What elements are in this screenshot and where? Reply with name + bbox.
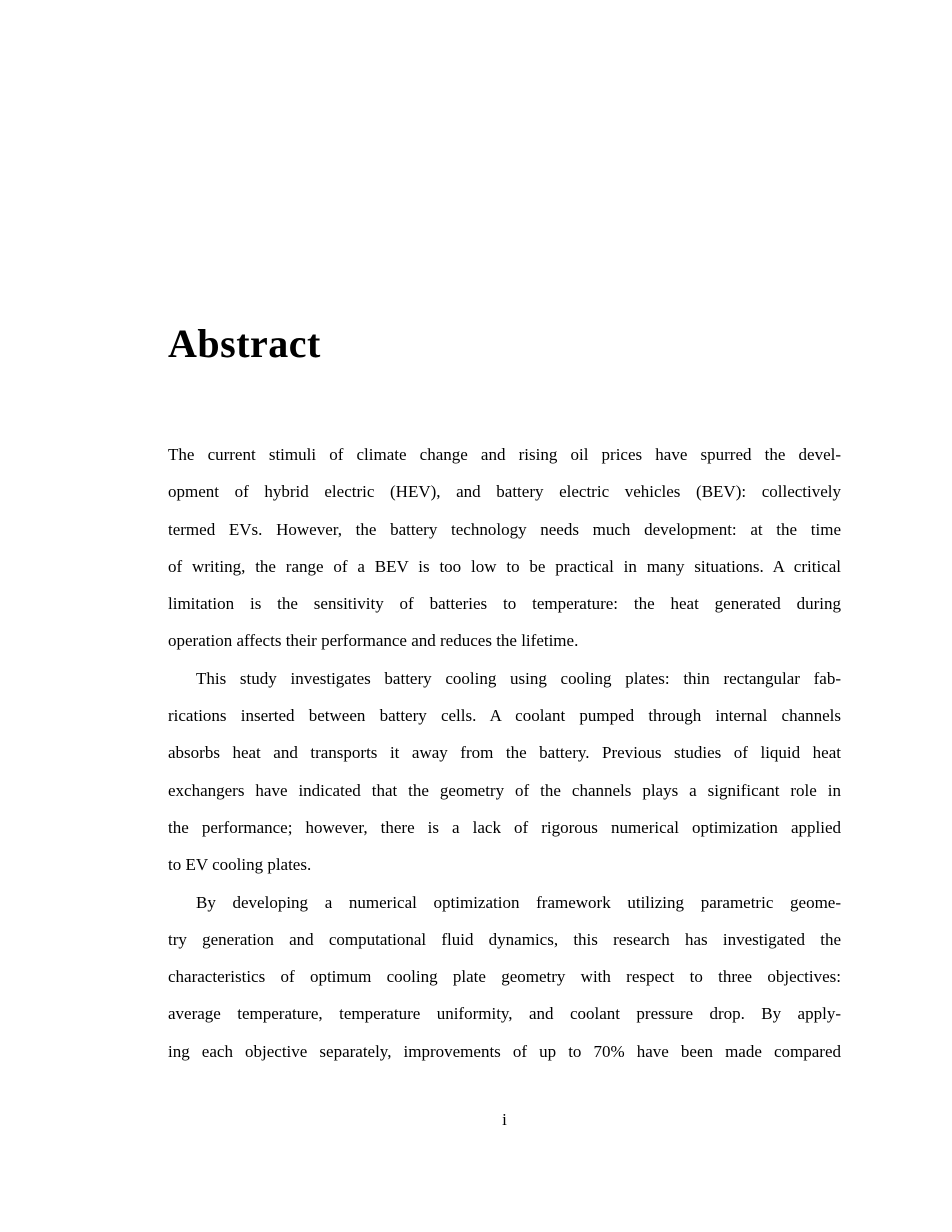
text-line: characteristics of optimum cooling plate geometry with respect to three objectives:: [168, 967, 841, 987]
text-line: absorbs heat and transports it away from the battery. Previous studies of liquid heat: [168, 743, 841, 763]
text-line: to EV cooling plates.: [168, 855, 312, 875]
text-line: try generation and computational fluid dynamics, this research has investigated the: [168, 929, 841, 949]
text-line: rications inserted between battery cells. A coolant pumped through internal channels: [168, 706, 841, 726]
text-line: the performance; however, there is a lack of rigorous numerical optimization applied: [168, 817, 841, 837]
text-line: The current stimuli of climate change and rising oil prices have spurred the devel-: [168, 445, 841, 464]
text-line: operation affects their performance and reduces the lifetime.: [168, 631, 579, 651]
text-line: This study investigates battery cooling using cooling plates: thin rectangular fab-: [196, 668, 841, 688]
text-line: limitation is the sensitivity of batteries to temperature: the heat generated during: [168, 594, 841, 614]
page-number: i: [502, 1110, 507, 1129]
text-line: By developing a numerical optimization framework utilizing parametric geome-: [196, 892, 841, 912]
text-line: average temperature, temperature uniformity, and coolant pressure drop. By apply-: [168, 1004, 841, 1024]
text-line: exchangers have indicated that the geometry of the channels plays a significant role in: [168, 780, 841, 800]
chapter-title: Abstract: [168, 321, 321, 366]
text-line: termed EVs. However, the battery technology needs much development: at the time: [168, 519, 841, 539]
abstract-body: [168, 436, 841, 1070]
text-line: opment of hybrid electric (HEV), and battery electric vehicles (BEV): collectively: [168, 482, 841, 502]
text-line: ing each objective separately, improvements of up to 70% have been made compared: [168, 1041, 841, 1061]
text-line: of writing, the range of a BEV is too low to be practical in many situations. A critical: [168, 556, 841, 576]
